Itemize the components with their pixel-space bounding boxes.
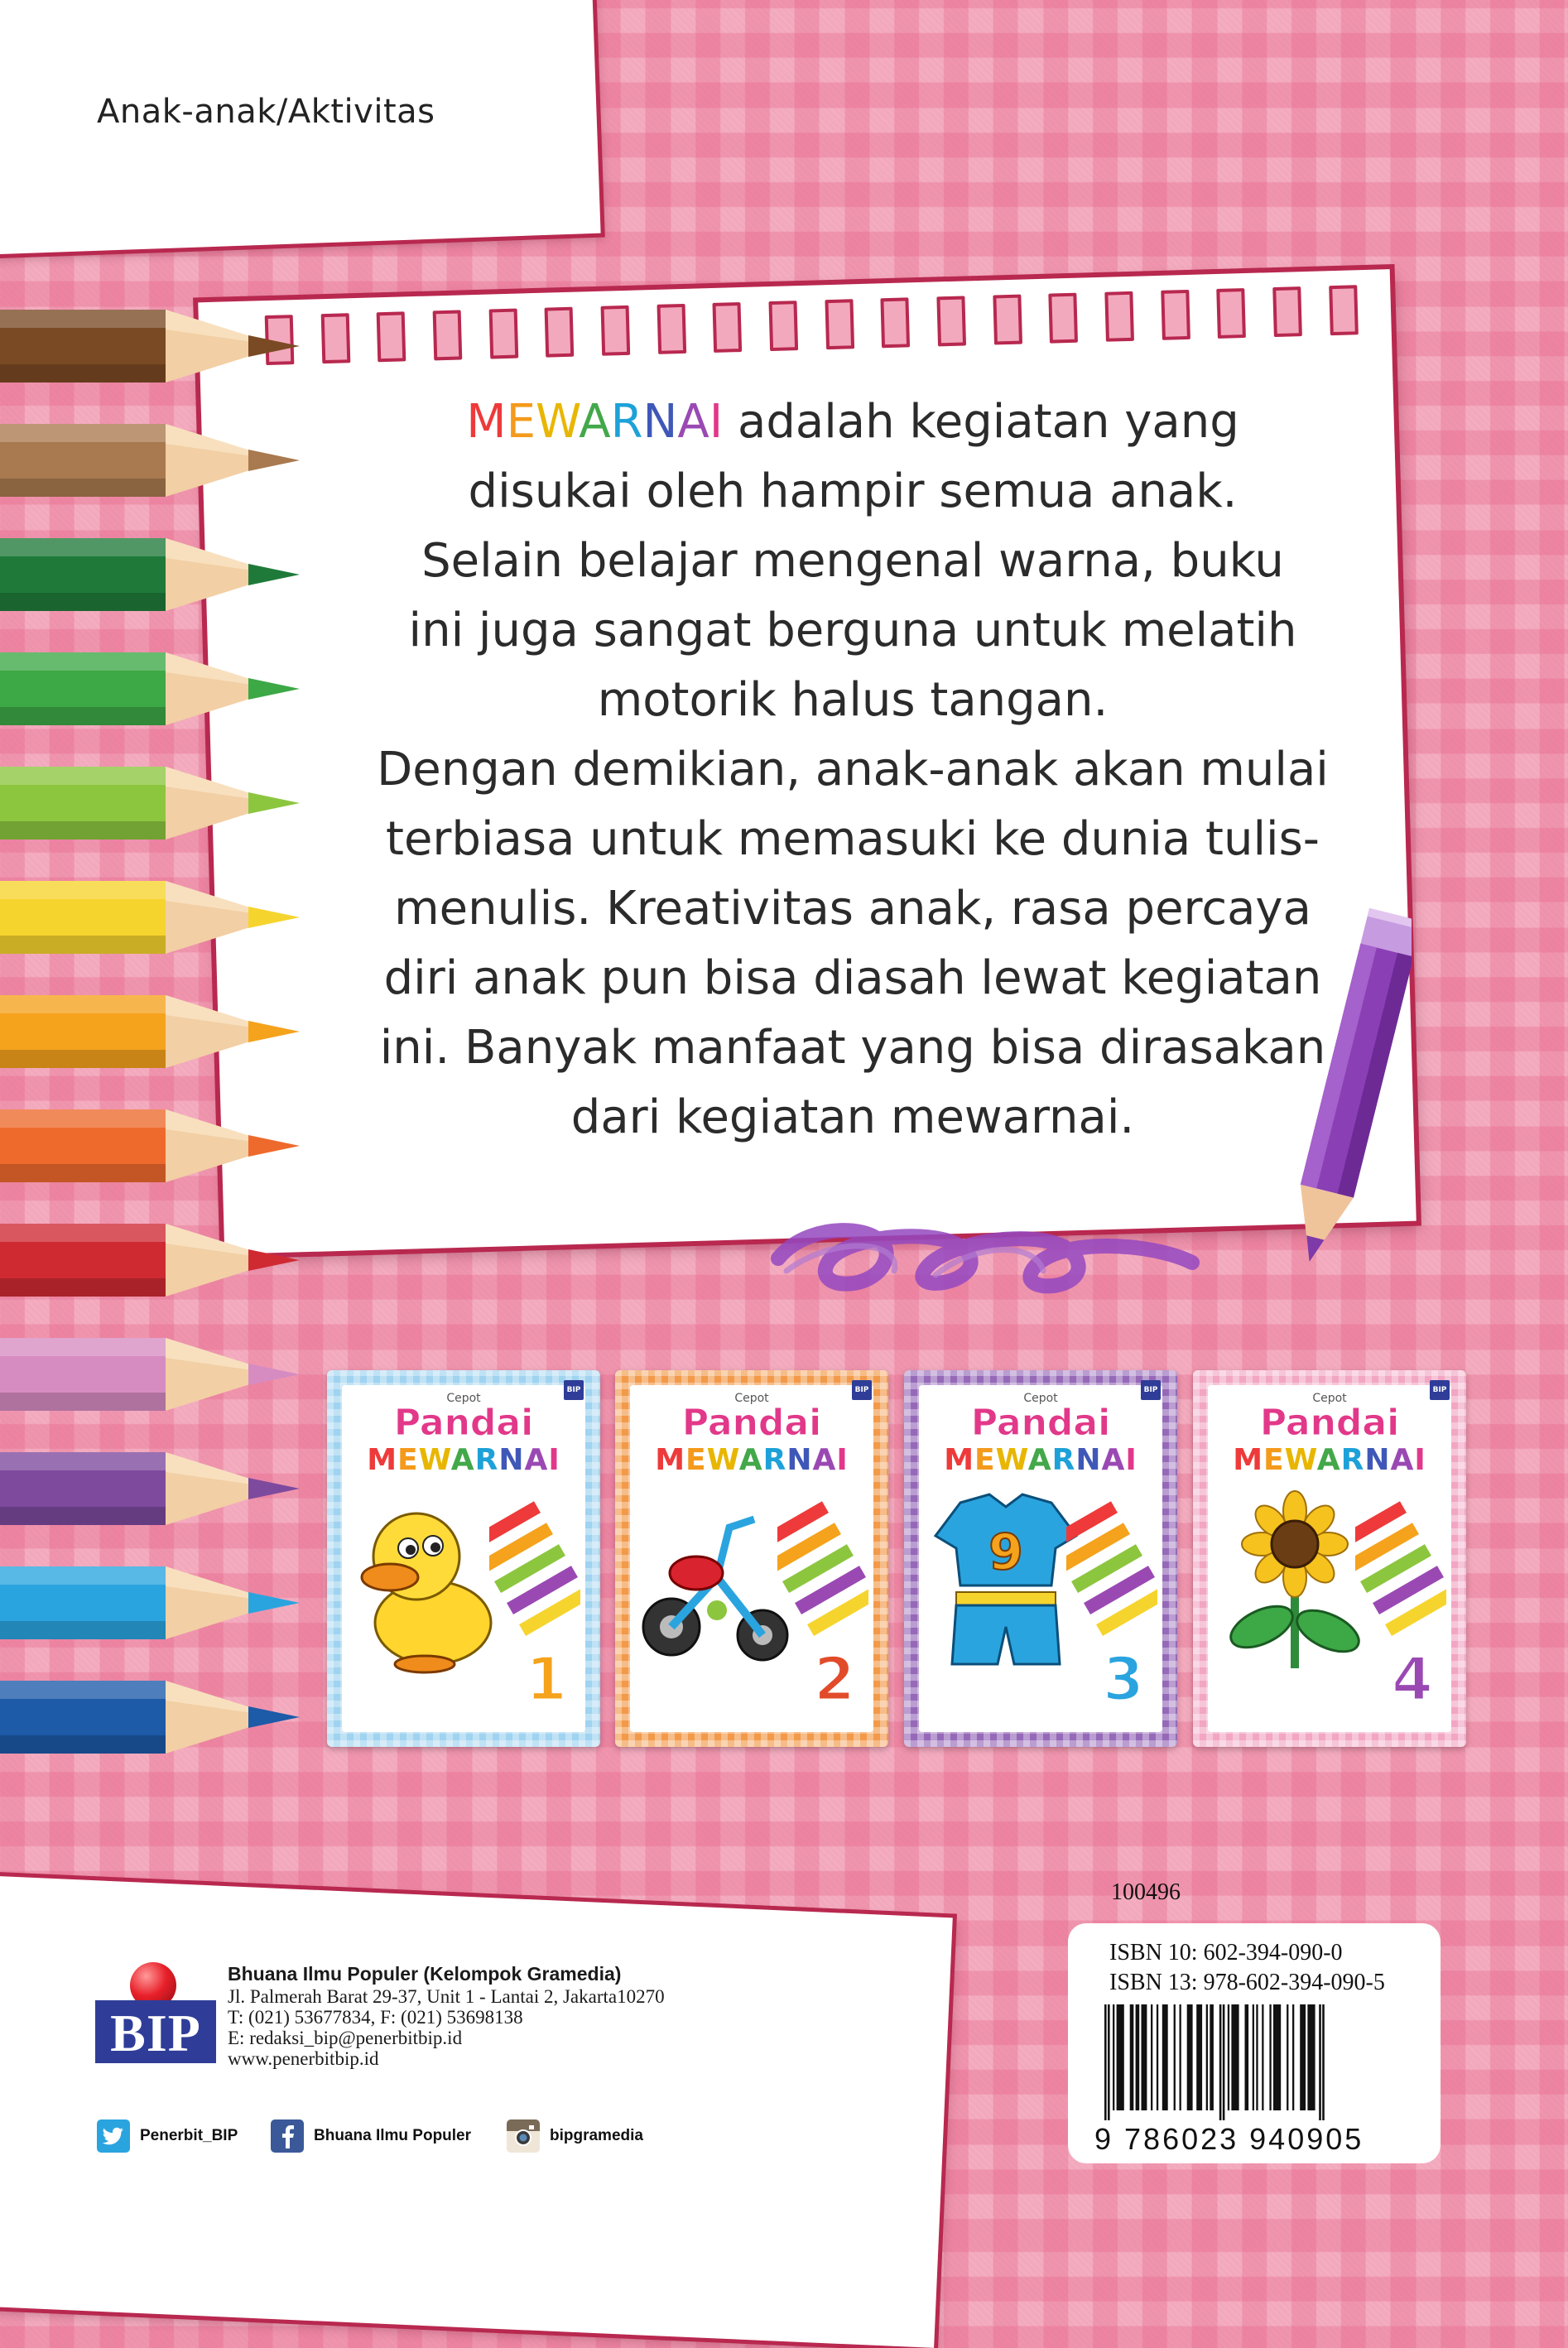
bip-logo-text: BIP — [95, 2000, 216, 2063]
volume-number: 2 — [813, 1644, 855, 1714]
bip-mini-logo: BIP — [1141, 1380, 1161, 1400]
barcode-icon — [1099, 2004, 1414, 2120]
book-cover-1 — [327, 1370, 600, 1747]
binder-holes — [265, 285, 1359, 365]
book-cover-4 — [1193, 1370, 1466, 1747]
cover-subtitle: MEWARNAI — [944, 1443, 1138, 1477]
book-cover-2 — [615, 1370, 888, 1747]
blurb-line: dari kegiatan mewarnai. — [570, 1090, 1135, 1144]
colored-pencil-icon — [0, 1104, 315, 1187]
blurb-line: terbiasa untuk memasuki ke dunia tulis- — [386, 812, 1320, 866]
cover-subtitle: MEWARNAI — [655, 1443, 849, 1477]
cover-title: Pandai — [681, 1402, 822, 1444]
colored-pencil-icon — [0, 305, 315, 387]
social-links — [97, 2118, 842, 2154]
blurb-line: diri anak pun bisa diasah lewat kegiatan — [383, 951, 1322, 1005]
colored-pencil-icon — [0, 1219, 315, 1302]
bip-mini-logo: BIP — [564, 1380, 584, 1400]
cover-title: Pandai — [393, 1402, 534, 1444]
blurb-line: disukai oleh hampir semua anak. — [468, 464, 1238, 518]
colored-pencil-icon — [0, 990, 315, 1073]
social-twitter[interactable] — [97, 2118, 238, 2154]
cover-series-label: Cepot — [446, 1392, 481, 1405]
blurb-line: Dengan demikian, anak-anak akan mulai — [377, 743, 1329, 796]
blurb-line: menulis. Kreativitas anak, rasa percaya — [394, 882, 1311, 936]
series-covers — [327, 1370, 1469, 1714]
publisher-name: Bhuana Ilmu Populer (Kelompok Gramedia) — [228, 1963, 622, 1985]
book-cover-3 — [904, 1370, 1177, 1747]
bip-mini-logo: BIP — [1430, 1380, 1450, 1400]
description-text — [323, 387, 1383, 1152]
social-facebook[interactable] — [271, 2118, 471, 2154]
sunflower-icon — [1216, 1486, 1373, 1677]
mini-crayons-icon — [1355, 1494, 1446, 1660]
facebook-handle: Bhuana Ilmu Populer — [314, 2127, 472, 2144]
blurb-line: ini juga sangat berguna untuk melatih — [408, 604, 1297, 657]
publisher-website: www.penerbitbip.id — [228, 2048, 379, 2069]
mini-crayons-icon — [777, 1494, 868, 1660]
colored-pencil-icon — [0, 1447, 315, 1530]
tricycle-icon — [638, 1486, 796, 1677]
cover-title: Pandai — [1259, 1402, 1400, 1444]
instagram-handle: bipgramedia — [550, 2127, 643, 2144]
cover-title: Pandai — [970, 1402, 1111, 1444]
mewarnai-highlight: MEWARNAI — [466, 395, 724, 449]
instagram-icon — [507, 2119, 540, 2153]
cover-series-label: Cepot — [1312, 1392, 1347, 1405]
publisher-info — [95, 1962, 840, 2078]
isbn-barcode-panel — [1068, 1923, 1441, 2163]
volume-number: 3 — [1102, 1644, 1144, 1714]
colored-pencil-icon — [0, 647, 315, 730]
twitter-handle: Penerbit_BIP — [140, 2127, 238, 2144]
bip-logo — [95, 1962, 219, 2070]
purple-scribble — [762, 1192, 1209, 1325]
volume-number: 4 — [1391, 1644, 1433, 1714]
publisher-phone: T: (021) 53677834, F: (021) 53698138 — [228, 2007, 523, 2028]
cover-subtitle: MEWARNAI — [1233, 1443, 1426, 1477]
blurb-line-0: MEWARNAI adalah kegiatan yang — [466, 395, 1239, 449]
cover-series-label: Cepot — [1023, 1392, 1058, 1405]
category-label: Anak-anak/Aktivitas — [97, 93, 435, 131]
svg-text:9: 9 — [988, 1523, 1023, 1581]
twitter-icon — [97, 2119, 130, 2153]
mini-crayons-icon — [1066, 1494, 1157, 1660]
bip-mini-logo: BIP — [852, 1380, 872, 1400]
social-instagram[interactable] — [507, 2118, 643, 2154]
jersey-shorts-icon — [927, 1486, 1085, 1677]
colored-pencil-icon — [0, 876, 315, 959]
volume-number: 1 — [525, 1644, 567, 1714]
barcode-number: 9 786023 940905 — [1094, 2122, 1364, 2156]
mini-crayons-icon — [489, 1494, 580, 1660]
publisher-email: E: redaksi_bip@penerbitbip.id — [228, 2028, 463, 2048]
colored-pencil-icon — [0, 1333, 315, 1416]
publisher-address: Jl. Palmerah Barat 29-37, Unit 1 - Lantai 2, Jakarta10270 — [228, 1986, 665, 2007]
colored-pencil-icon — [0, 762, 315, 844]
colored-pencil-icon — [0, 419, 315, 502]
cover-subtitle: MEWARNAI — [367, 1443, 560, 1477]
cover-series-label: Cepot — [734, 1392, 769, 1405]
product-code: 100496 — [1111, 1879, 1181, 1905]
colored-pencil-icon — [0, 1561, 315, 1644]
bottom-paper-note — [0, 1874, 953, 2348]
colored-pencils-column — [0, 305, 315, 1778]
duckling-icon — [350, 1486, 507, 1677]
colored-pencil-icon — [0, 533, 315, 616]
isbn-10: ISBN 10: 602-394-090-0 — [1109, 1940, 1343, 1965]
colored-pencil-icon — [0, 1676, 315, 1759]
facebook-icon — [271, 2119, 304, 2153]
isbn-13: ISBN 13: 978-602-394-090-5 — [1109, 1970, 1385, 1995]
purple-pencil-icon — [1287, 902, 1412, 1300]
blurb-line: Selain belajar mengenal warna, buku — [421, 534, 1284, 588]
blurb-line: motorik halus tangan. — [597, 673, 1109, 727]
blurb-line: ini. Banyak manfaat yang bisa dirasakan — [379, 1021, 1326, 1075]
